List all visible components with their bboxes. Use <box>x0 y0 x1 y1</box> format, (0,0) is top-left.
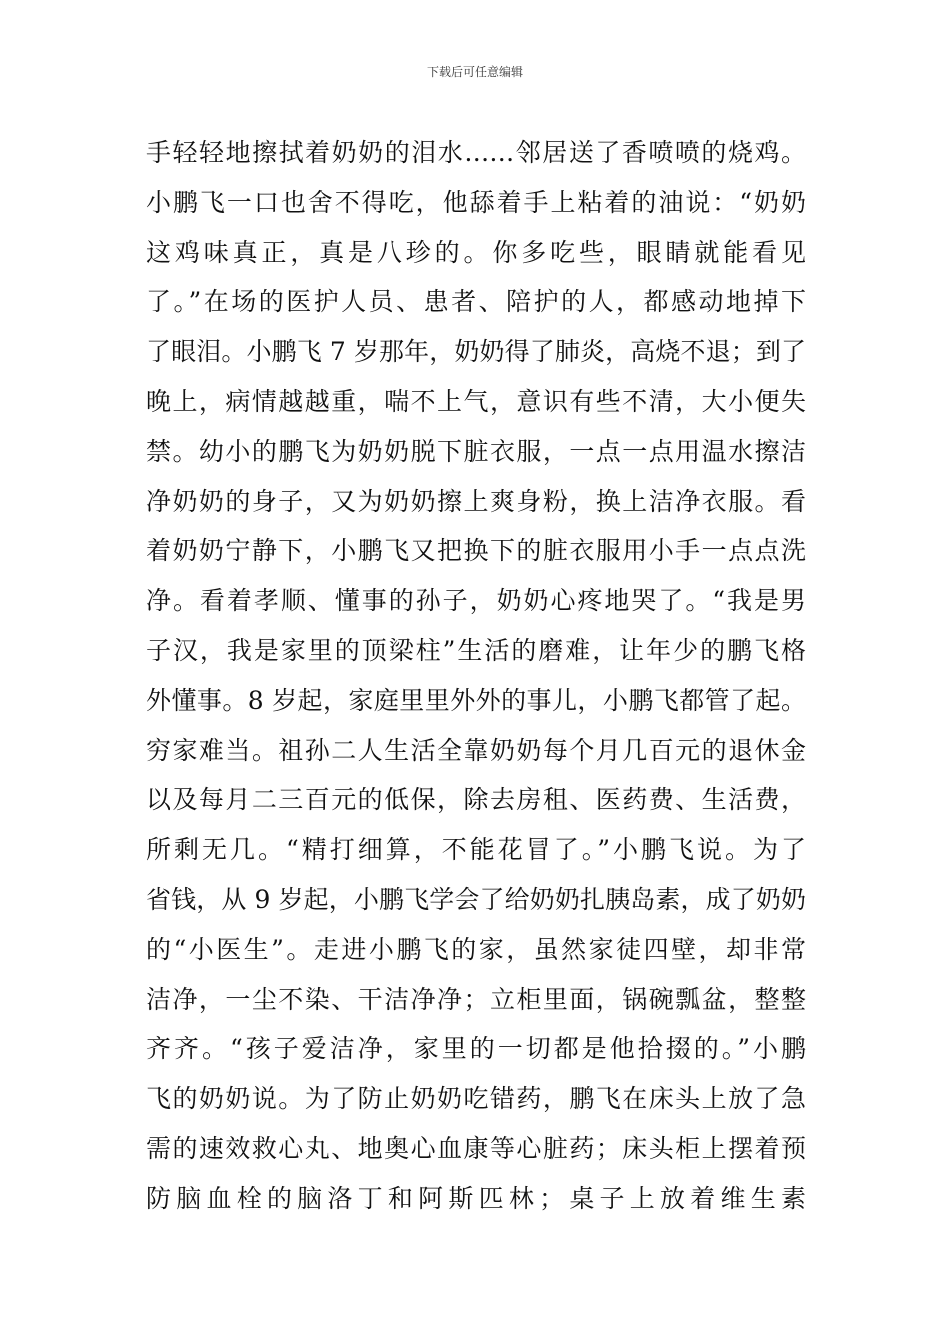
text-line: 这鸡味真正，真是八珍的。你多吃些，眼睛就能看见 <box>146 237 806 267</box>
text-line: 齐齐。“孩子爱洁净，家里的一切都是他拾掇的。”小鹏 <box>146 1034 806 1064</box>
text-line: 以及每月二三百元的低保，除去房租、医药费、生活费， <box>146 785 806 815</box>
text-line: 着奶奶宁静下，小鹏飞又把换下的脏衣服用小手一点点洗 <box>146 536 806 566</box>
text-line: 禁。幼小的鹏飞为奶奶脱下脏衣服，一点一点用温水擦洁 <box>146 436 806 466</box>
text-line: 小鹏飞一口也舍不得吃，他舔着手上粘着的油说：“奶奶 <box>146 187 806 217</box>
text-line: 了眼泪。小鹏飞 7 岁那年，奶奶得了肺炎，高烧不退；到了 <box>146 337 806 367</box>
text-line: 手轻轻地擦拭着奶奶的泪水……邻居送了香喷喷的烧鸡。 <box>146 138 806 167</box>
text-line: 外懂事。8 岁起，家庭里里外外的事儿，小鹏飞都管了起。 <box>146 685 806 715</box>
text-line: 穷家难当。祖孙二人生活全靠奶奶每个月几百元的退休金 <box>146 735 806 765</box>
text-line: 了。”在场的医护人员、患者、陪护的人，都感动地掉下 <box>146 287 806 317</box>
text-line: 洁净，一尘不染、干洁净净；立柜里面，锅碗瓢盆，整整 <box>146 984 806 1014</box>
text-line: 所剩无几。“精打细算，不能花冒了。”小鹏飞说。为了 <box>146 835 806 865</box>
text-line: 净奶奶的身子，又为奶奶擦上爽身粉，换上洁净衣服。看 <box>146 486 806 516</box>
text-line: 省钱，从 9 岁起，小鹏飞学会了给奶奶扎胰岛素，成了奶奶 <box>146 884 806 914</box>
text-line: 净。看着孝顺、懂事的孙子，奶奶心疼地哭了。“我是男 <box>146 586 806 616</box>
text-line: 飞的奶奶说。为了防止奶奶吃错药，鹏飞在床头上放了急 <box>146 1084 806 1114</box>
text-line: 需的速效救心丸、地奥心血康等心脏药；床头柜上摆着预 <box>146 1133 806 1163</box>
body-text <box>146 128 806 1224</box>
text-line: 的“小医生”。走进小鹏飞的家，虽然家徒四壁，却非常 <box>146 934 806 964</box>
text-line: 晚上，病情越越重，喘不上气，意识有些不清，大小便失 <box>146 386 806 416</box>
text-line: 子汉，我是家里的顶梁柱”生活的磨难，让年少的鹏飞格 <box>146 635 806 665</box>
page-header-note: 下载后可任意编辑 <box>426 65 523 79</box>
text-line: 防脑血栓的脑洛丁和阿斯匹林；桌子上放着维生素 <box>146 1183 806 1213</box>
